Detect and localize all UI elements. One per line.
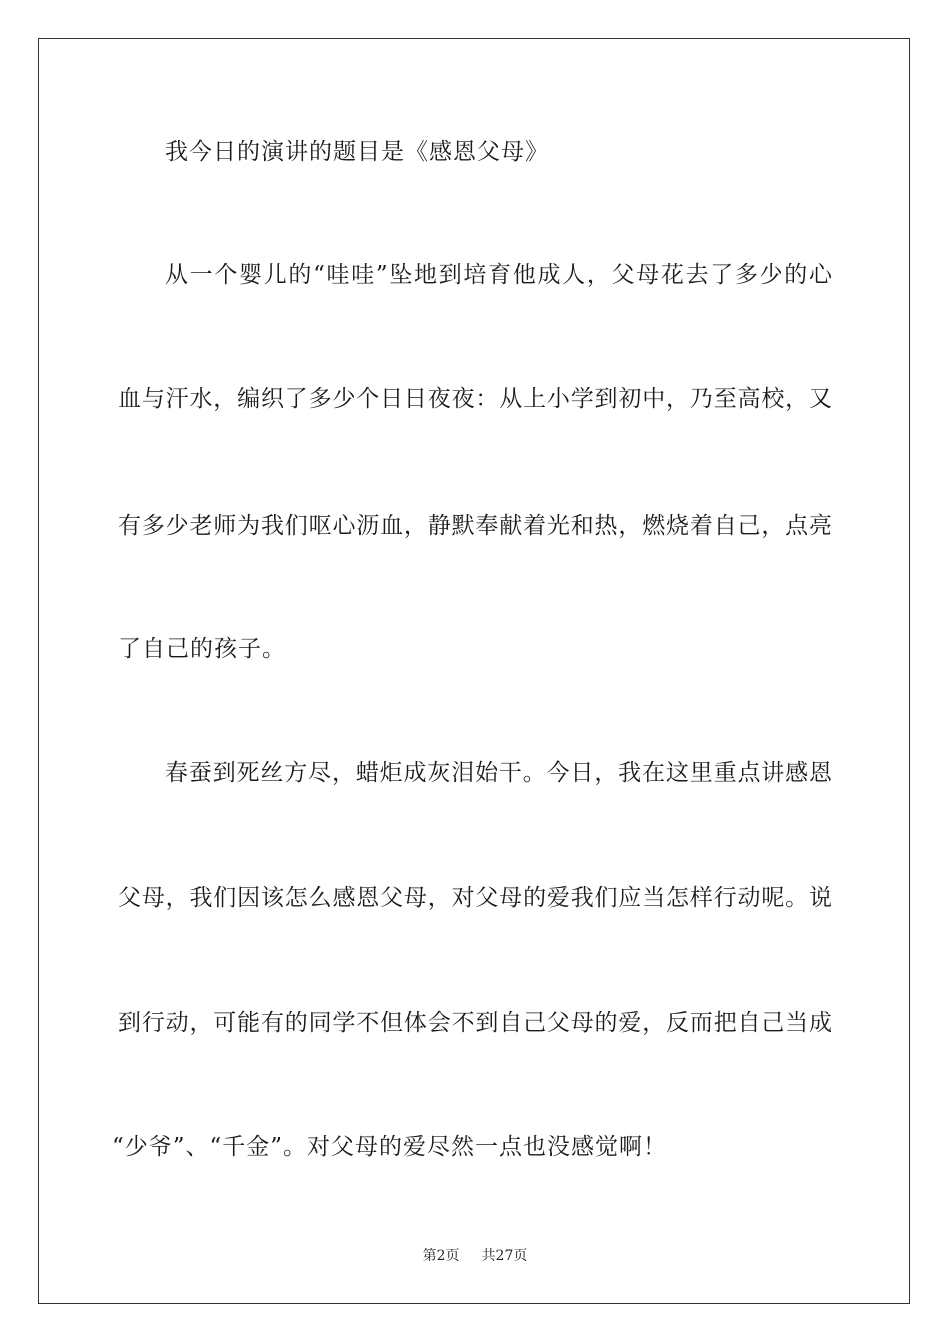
paragraph-line: 血与汗水，编织了多少个日日夜夜：从上小学到初中，乃至高校，又 <box>118 386 832 412</box>
paragraph-line: “少爷”、“千金”。对父母的爱尽然一点也没感觉啊！ <box>112 1134 668 1160</box>
paragraph-line: 了自己的孩子。 <box>118 636 286 662</box>
page-border <box>38 38 910 1304</box>
paragraph-line: 从一个婴儿的“哇哇”坠地到培育他成人，父母花去了多少的心 <box>165 262 832 288</box>
paragraph-line: 父母，我们因该怎么感恩父母，对父母的爱我们应当怎样行动呢。说 <box>118 885 832 911</box>
page-footer <box>0 1247 950 1265</box>
paragraph-line: 有多少老师为我们呕心沥血，静默奉献着光和热，燃烧着自己，点亮 <box>118 513 832 539</box>
speech-title-line: 我今日的演讲的题目是《感恩父母》 <box>165 139 549 165</box>
paragraph-line: 到行动，可能有的同学不但体会不到自己父母的爱，反而把自己当成 <box>118 1010 832 1036</box>
paragraph-line: 春蚕到死丝方尽，蜡炬成灰泪始干。今日，我在这里重点讲感恩 <box>165 760 832 786</box>
page-total: 共27页 <box>481 1248 528 1264</box>
page-number: 第2页 <box>422 1248 460 1264</box>
